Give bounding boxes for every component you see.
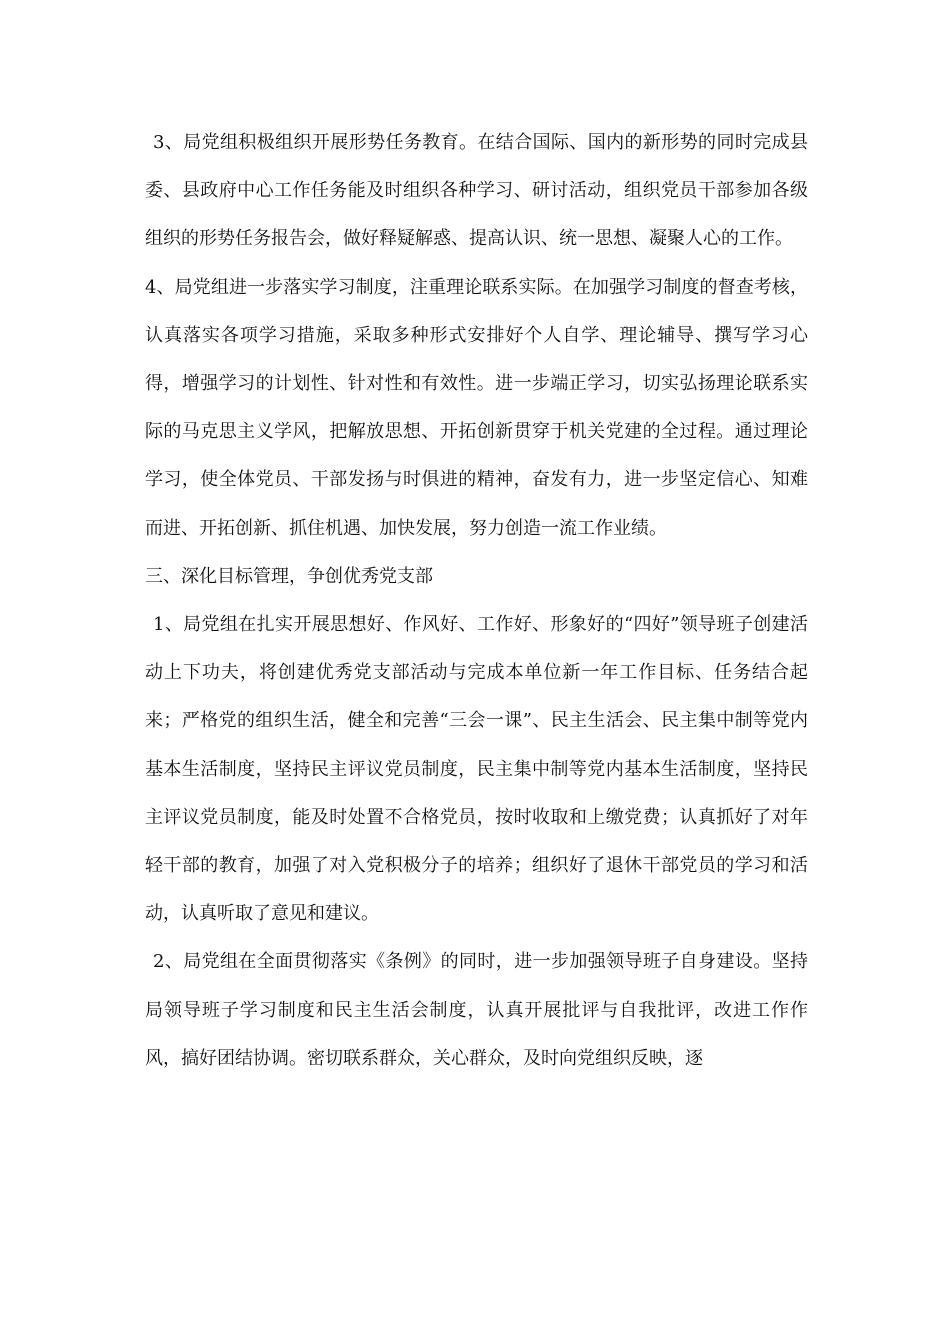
paragraph-item-2: 2、局党组在全面贯彻落实《条例》的同时，进一步加强领导班子自身建设。坚持局领导班子学习制度和民主生活会制度，认真开展批评与自我批评，改进工作作风，搞好团结协调。密切联系群众，关心群众，及时向党组织反映，逐 [145,951,808,1069]
section-heading: 三、深化目标管理，争创优秀党支部 [145,565,433,587]
paragraph-item-3: 3、局党组积极组织开展形势任务教育。在结合国际、国内的新形势的同时完成县委、县政府中心工作任务能及时组织各种学习、研讨活动，组织党员干部参加各级组织的形势任务报告会，做好释疑解惑、提高认识、统一思想、凝聚人心的工作。 [145,132,808,250]
paragraph-item-1: 1、局党组在扎实开展思想好、作风好、工作好、形象好的“四好”领导班子创建活动上下功夫，将创建优秀党支部活动与完成本单位新一年工作目标、任务结合起来；严格党的组织生活，健全和完善“三会一课”、民主生活会、民主集中制等党内基本生活制度，坚持民主评议党员制度，民主集中制等党内基本生活制度，坚持民主评议党员制度，能及时处置不合格党员，按时收取和上缴党费；认真抓好了对年轻干部的教育，加强了对入党积极分子的培养；组织好了退休干部党员的学习和活动，认真听取了意见和建议。 [145,614,808,925]
paragraph-item-4: 4、局党组进一步落实学习制度，注重理论联系实际。在加强学习制度的督查考核，认真落实各项学习措施，采取多种形式安排好个人自学、理论辅导、撰写学习心得，增强学习的计划性、针对性和有效性。进一步端正学习，切实弘扬理论联系实际的马克思主义学风，把解放思想、开拓创新贯穿于机关党建的全过程。通过理论学习，使全体党员、干部发扬与时俱进的精神，奋发有力，进一步坚定信心、知难而进、开拓创新、抓住机遇、加快发展，努力创造一流工作业绩。 [145,276,808,539]
document-body [145,119,808,1083]
